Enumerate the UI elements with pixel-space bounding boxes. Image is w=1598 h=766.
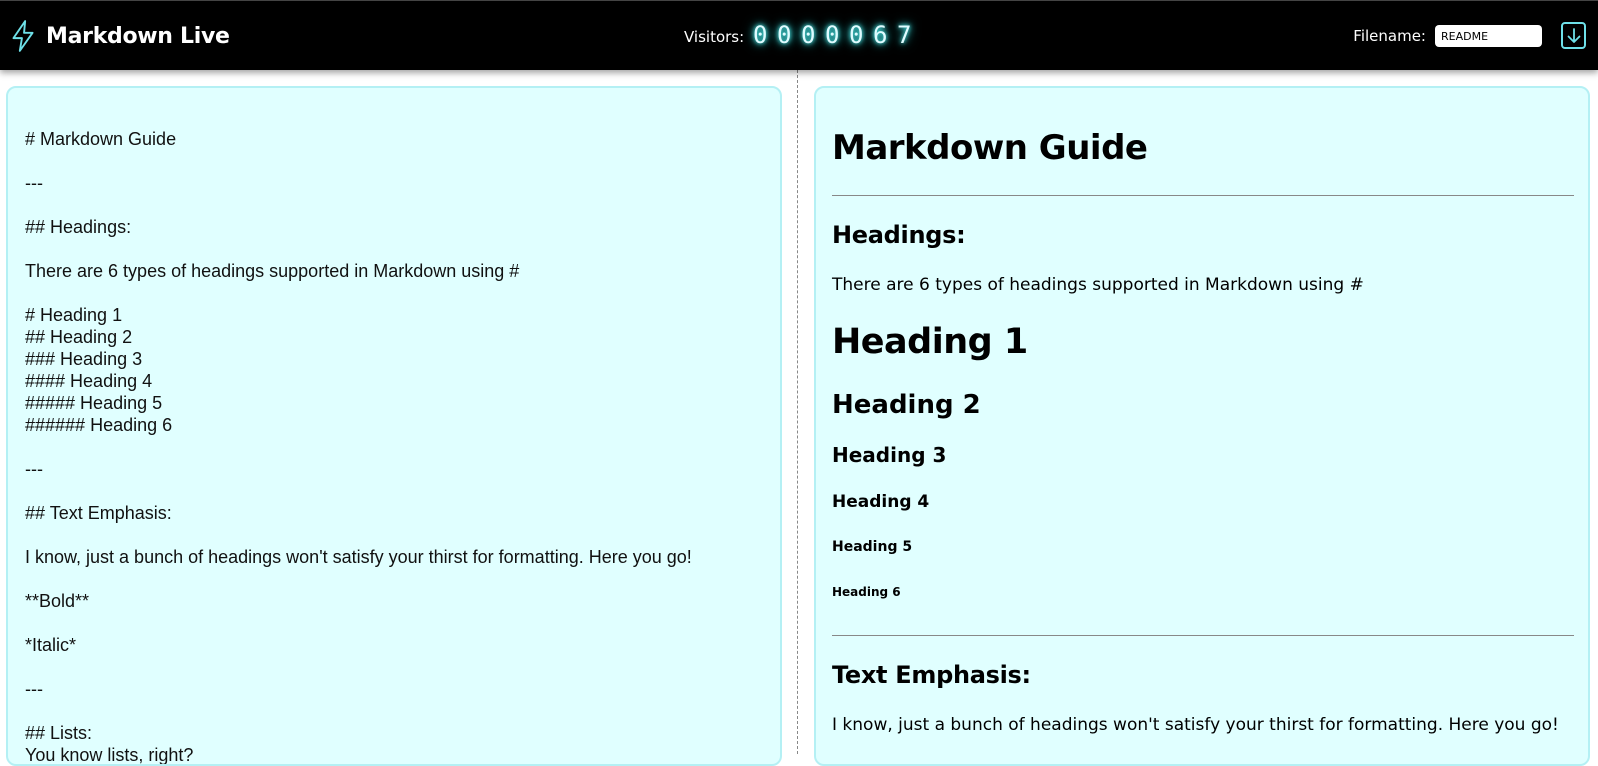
app-title: Markdown Live bbox=[46, 23, 230, 49]
horizontal-rule bbox=[832, 635, 1574, 636]
filename-input[interactable] bbox=[1435, 25, 1542, 47]
visitor-digit: 0 bbox=[824, 21, 840, 49]
top-bar bbox=[0, 0, 1598, 70]
download-arrow-icon bbox=[1566, 27, 1582, 45]
preview-heading-1: Heading 1 bbox=[832, 322, 1028, 362]
preview-heading-6: Heading 6 bbox=[832, 585, 901, 599]
visitor-digit: 6 bbox=[872, 21, 888, 49]
visitor-digit: 0 bbox=[848, 21, 864, 49]
preview-emphasis-intro: I know, just a bunch of headings won't satisfy your thirst for formatting. Here you go! bbox=[832, 715, 1559, 735]
preview-pane bbox=[814, 86, 1590, 766]
preview-headings-intro: There are 6 types of headings supported in Markdown using # bbox=[832, 275, 1364, 295]
preview-title: Markdown Guide bbox=[832, 128, 1148, 168]
visitors-label: Visitors: bbox=[684, 28, 745, 46]
preview-section-headings: Headings: bbox=[832, 221, 966, 249]
editor-pane bbox=[6, 86, 782, 766]
visitor-digit: 0 bbox=[752, 21, 768, 49]
preview-heading-4: Heading 4 bbox=[832, 492, 930, 512]
markdown-editor[interactable] bbox=[25, 128, 765, 766]
visitor-counter bbox=[684, 21, 916, 49]
preview-heading-5: Heading 5 bbox=[832, 539, 913, 555]
preview-heading-2: Heading 2 bbox=[832, 390, 981, 420]
preview-section-emphasis: Text Emphasis: bbox=[832, 661, 1031, 689]
preview-heading-3: Heading 3 bbox=[832, 443, 947, 467]
brand bbox=[10, 19, 230, 53]
download-button[interactable] bbox=[1561, 22, 1586, 49]
filename-label: Filename: bbox=[1353, 27, 1426, 45]
visitor-digit: 0 bbox=[800, 21, 816, 49]
filename-area bbox=[1353, 25, 1542, 47]
horizontal-rule bbox=[832, 195, 1574, 196]
visitor-digit: 0 bbox=[776, 21, 792, 49]
lightning-icon bbox=[10, 19, 36, 53]
visitor-digit: 7 bbox=[896, 21, 912, 49]
pane-divider[interactable] bbox=[797, 70, 798, 754]
